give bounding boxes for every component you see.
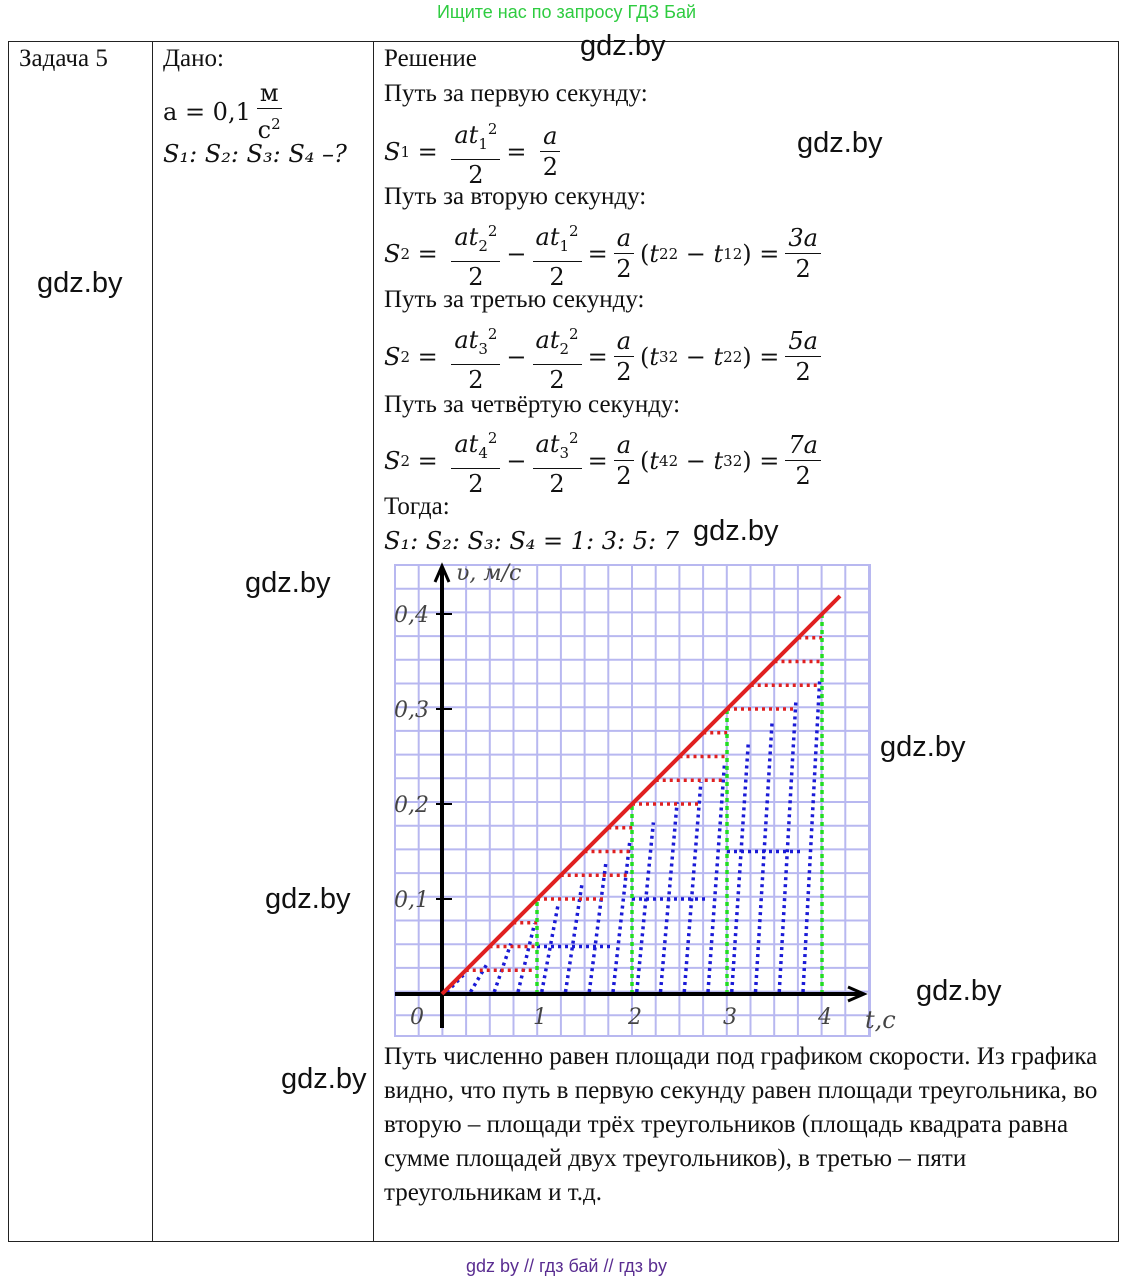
given-heading: Дано: bbox=[163, 45, 224, 72]
x-tick-label: 1 bbox=[533, 1005, 547, 1030]
y-tick-label: 0,3 bbox=[394, 698, 429, 723]
solution-heading: Решение bbox=[384, 45, 477, 72]
watermark: gdz.by bbox=[693, 515, 779, 547]
step1-label: Путь за первую секунду: bbox=[384, 80, 648, 107]
watermark: gdz.by bbox=[37, 267, 123, 299]
s2-result: 3a bbox=[788, 224, 818, 253]
formula-s2: S 2 = $\frac{at_2^2}{2}$ − $\frac{at_1^2}{2}$ = $\frac{a}{2}$ ( t 2 2 − t 1 2 ) = $\frac{3a}{2}$ bbox=[384, 216, 827, 292]
question-text: S₁: S₂: S₃: S₄ –? bbox=[163, 140, 347, 168]
formula-s1: S 1 = $\frac{at_1^2}{2}$ = $\frac{a}{2}$ bbox=[384, 114, 566, 190]
then-label: Тогда: bbox=[384, 493, 450, 520]
watermark: gdz.by bbox=[580, 30, 666, 62]
velocity-chart bbox=[390, 560, 920, 1040]
ratio-result bbox=[384, 527, 679, 555]
top-banner: Ищите нас по запросу ГДЗ Бай bbox=[436, 2, 697, 22]
column-divider bbox=[373, 41, 374, 1242]
task-number: Задача 5 bbox=[19, 45, 108, 72]
accel-unit-den-pow: 2 bbox=[271, 115, 281, 133]
accel-lhs: a = 0,1 bbox=[163, 97, 251, 126]
x-tick-label: 2 bbox=[628, 1005, 642, 1030]
accel-unit-den: с bbox=[257, 116, 272, 144]
step4-label: Путь за четвёртую секунду: bbox=[384, 391, 681, 418]
watermark: gdz.by bbox=[245, 567, 331, 599]
given-acceleration bbox=[163, 78, 288, 145]
x-tick-label: 0 bbox=[410, 1005, 424, 1030]
watermark: gdz.by bbox=[797, 127, 883, 159]
watermark: gdz.by bbox=[281, 1063, 367, 1095]
formula-s3: S 2 = $\frac{at_3^2}{2}$ − $\frac{at_2^2}{2}$ = $\frac{a}{2}$ ( t 3 2 − t 2 2 ) = $\frac{5a}{2}$ bbox=[384, 319, 827, 395]
s3-result: 5a bbox=[788, 327, 818, 356]
x-tick-label: 4 bbox=[818, 1005, 832, 1030]
watermark: gdz.by bbox=[880, 731, 966, 763]
y-axis-label: υ, м/с bbox=[456, 561, 522, 586]
column-divider bbox=[152, 41, 153, 1242]
ratio-text: S₁: S₂: S₃: S₄ = 1: 3: 5: 7 bbox=[384, 527, 679, 555]
explanation-paragraph: Путь численно равен площади под графиком скорости. Из графика видно, что путь в первую секунду равен площади треугольника, во вторую – площади трёх треугольников (площадь квадрата равна сумме площадей двух треугольников), в третью – пяти треугольникам и т.д. bbox=[384, 1043, 1098, 1206]
y-tick-label: 0,1 bbox=[394, 888, 429, 913]
accel-unit-num: м bbox=[257, 78, 282, 109]
footer-links: gdz by // гдз бай // гдз by bbox=[465, 1256, 668, 1276]
s4-result: 7a bbox=[788, 431, 818, 460]
watermark: gdz.by bbox=[265, 883, 351, 915]
y-tick-label: 0,2 bbox=[394, 793, 429, 818]
accel-unit bbox=[257, 78, 282, 145]
step3-label: Путь за третью секунду: bbox=[384, 286, 645, 313]
formula-s4: S 2 = $\frac{at_4^2}{2}$ − $\frac{at_3^2}{2}$ = $\frac{a}{2}$ ( t 4 2 − t 3 2 ) = $\frac{7a}{2}$ bbox=[384, 423, 827, 499]
x-axis-label: t,c bbox=[865, 1006, 896, 1034]
watermark: gdz.by bbox=[916, 975, 1002, 1007]
step2-label: Путь за вторую секунду: bbox=[384, 183, 647, 210]
y-tick-label: 0,4 bbox=[394, 603, 429, 628]
x-tick-label: 3 bbox=[723, 1005, 737, 1030]
given-question bbox=[163, 140, 347, 168]
